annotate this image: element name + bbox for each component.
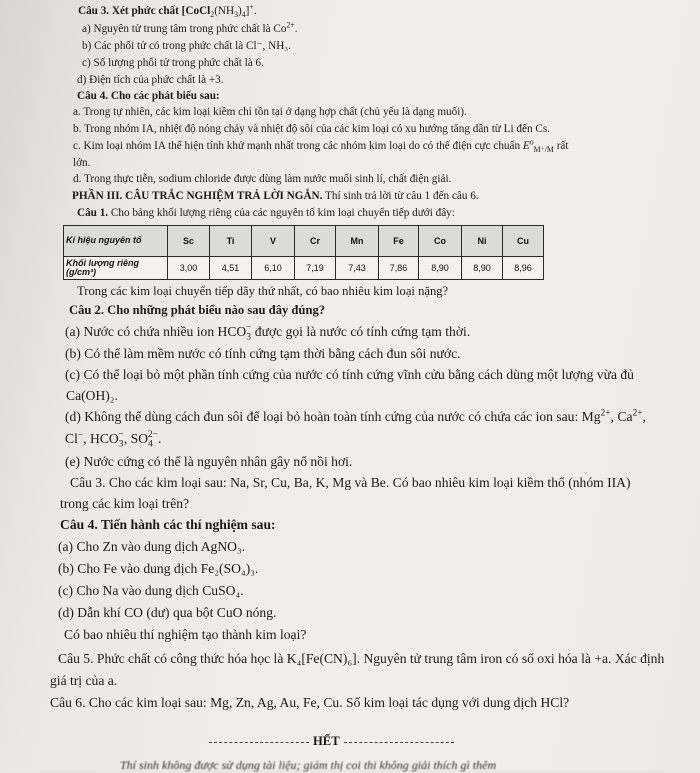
cau4-title: Câu 4. Cho các phát biểu sau: <box>77 90 220 102</box>
q6-text: Câu 6. Cho các kim loại sau: Mg, Zn, Ag, Au, Fe, Cu. Số kim loại tác dụng với dung dịch HCl? <box>50 695 570 710</box>
sulfate-sub: 4 <box>148 439 153 450</box>
q2-item-b: (b) Có thể làm mềm nước có tính cứng tạm thời bằng cách đun sôi nước. <box>65 346 461 361</box>
bicarbonate-ion: HCO <box>217 324 247 339</box>
q2-item-a-pre: (a) Nước có chứa nhiều ion <box>65 324 215 339</box>
cau3-title-text: Câu 3. Xét phức chất [CoCl <box>78 5 211 17</box>
density-cell: 3,00 <box>168 257 210 280</box>
density-cell: 7,86 <box>379 257 419 280</box>
symbol-cell: Fe <box>379 226 419 257</box>
density-cell: 4,51 <box>210 257 252 280</box>
symbol-cell: Cr <box>295 226 336 257</box>
electrode-potential-sup: o <box>529 137 534 147</box>
density-cell: 8,90 <box>419 257 462 280</box>
part3-heading-text: PHẦN III. CÂU TRẮC NGHIỆM TRẢ LỜI NGẮN. <box>72 190 323 202</box>
bicarbonate-sub-2: 3 <box>118 439 124 450</box>
symbol-cell: Mn <box>336 226 379 257</box>
q2-item-d <box>65 410 646 425</box>
footer-note: Thí sinh không được sử dụng tài liệu; giám thị coi thi không giải thích gì thêm <box>120 758 497 772</box>
symbol-cell: Co <box>419 226 462 257</box>
end-rule-left <box>209 742 309 743</box>
symbol-cell: Sc <box>168 226 210 257</box>
q3-line1 <box>70 476 631 491</box>
symbol-cell: Cu <box>503 226 544 257</box>
cau4-item-c-text: c. Kim loại nhóm IA thể hiện tính khử mạnh nhất trong các nhóm kim loại do có thế điện cực chuẩn <box>73 140 521 152</box>
cau3-item-b: b) Các phối tử có trong phức chất là Cl⁻, NH₃. <box>82 40 291 52</box>
cau4-item-b: b. Trong nhóm IA, nhiệt độ nóng chảy và nhiệt độ sôi của các kim loại có xu hướng tăng dần từ Li đến Cs. <box>73 123 550 135</box>
cau3-title-mid: (NH <box>214 5 235 17</box>
cau4-item-c-cont: lớn. <box>73 157 91 169</box>
q1-question: Trong các kim loại chuyển tiếp dãy thứ nhất, có bao nhiêu kim loại nặng? <box>77 284 449 298</box>
end-rule-right <box>344 742 454 743</box>
q1-text: Câu 1. Cho bảng khối lượng riêng của các nguyên tố kim loại chuyển tiếp dưới đây: <box>77 207 455 219</box>
density-cell: 7,19 <box>295 257 336 280</box>
cau4-item-d: d. Trong thực tiễn, sodium chloride được dùng làm nước muối sinh lí, chất điện giải. <box>73 173 452 185</box>
chloride-ion: Cl <box>65 431 78 446</box>
cau3-item-a: a) Nguyên tử trung tâm trong phức chất là $Co^{2+}$. <box>82 20 298 35</box>
q1-text-body: Cho bảng khối lượng riêng của các nguyên tố kim loại chuyển tiếp dưới đây: <box>110 207 455 219</box>
part3-note: Thí sinh trả lời từ câu 1 đến câu 6. <box>325 190 479 202</box>
sulfate-ion: , SO <box>123 431 149 446</box>
part3-heading <box>72 190 479 202</box>
end-label: HẾT <box>313 734 340 748</box>
cau3-item-a-text: a) Nguyên tử trung tâm trong phức chất là Co <box>82 23 287 35</box>
q5-line1: Câu 5. Phức chất có công thức hóa học là K₄[Fe(CN)₆]. Nguyên tử trung tâm iron có số oxi hóa là +a. Xác định <box>58 651 665 666</box>
cau4-item-c <box>73 137 569 155</box>
cau4-item-c-end: rất <box>556 140 569 152</box>
cau3-item-c: c) Số lượng phối tử trong phức chất là 6. <box>82 57 264 69</box>
symbol-cell: Ti <box>210 226 252 257</box>
density-cell: 7,43 <box>336 257 379 280</box>
bicarbonate-ion-2: , HCO <box>83 431 119 446</box>
q4-item-d: (d) Dẫn khí CO (dư) qua bột CuO nóng. <box>58 605 277 620</box>
q4-title: Câu 4. Tiến hành các thí nghiệm sau: <box>60 517 276 532</box>
density-cell: 6,10 <box>252 257 295 280</box>
mg-charge: 2+ <box>600 408 611 419</box>
q3-line2: trong các kim loại trên? <box>60 496 190 511</box>
q2-item-d-mid: , Ca <box>610 409 633 424</box>
electrode-potential-symbol: E <box>522 140 530 152</box>
cau3-item-d: d) Điện tích của phức chất là +3. <box>77 74 224 86</box>
q2-item-a <box>65 323 471 343</box>
q2-item-a-post: được gọi là nước có tính cứng tạm thời. <box>254 324 471 339</box>
q4-question: Có bao nhiêu thí nghiệm tạo thành kim loại? <box>64 627 307 642</box>
q2-item-d-text: (d) Không thể dùng cách đun sôi để loại bỏ hoàn toàn tính cứng của nước có chứa các ion sau: Mg <box>65 409 601 424</box>
ca-charge: 2+ <box>632 408 643 419</box>
q4-item-b: (b) Cho Fe vào dung dịch Fe₂(SO₄)₃. <box>58 561 259 576</box>
q2-item-c: (c) Có thể loại bỏ một phần tính cứng của nước có tính cứng vĩnh cửu bằng cách dùng một lượng vừa đủ <box>65 367 634 382</box>
q2-item-c-cont: Ca(OH)₂. <box>66 388 118 403</box>
sulfate-sup: 2− <box>147 430 158 441</box>
symbol-cell: V <box>252 226 295 257</box>
table-row2-label: Khối lượng riêng (g/cm³) <box>64 257 168 280</box>
cau3-title-end: ] <box>245 5 250 17</box>
q2-item-d-end: , <box>642 409 647 424</box>
cau4-item-a: a. Trong tự nhiên, các kim loại kiềm chỉ tồn tại ở dạng hợp chất (chủ yếu là dạng muối). <box>73 106 467 118</box>
bicarbonate-sup-2: − <box>118 430 124 441</box>
q2-title: Câu 2. Cho những phát biểu nào sau đây đúng? <box>69 303 326 317</box>
bicarbonate-sub: 3 <box>246 332 251 343</box>
symbol-cell: Ni <box>462 226 503 257</box>
q3-line1-text: Câu 3. Cho các kim loại sau: Na, Sr, Cu, Ba, K, Mg và Be. Có bao nhiêu kim loại kiềm thổ (nhóm IIA) <box>70 475 631 490</box>
q2-item-d-cont-end: . <box>157 431 162 446</box>
end-marker <box>205 735 458 749</box>
bicarbonate-sup: − <box>246 323 252 334</box>
q5-line2: giá trị của a. <box>50 673 118 688</box>
q4-item-a: (a) Cho Zn vào dung dịch AgNO₃. <box>58 539 246 554</box>
table-row <box>64 257 544 280</box>
chloride-sup: − <box>77 430 84 441</box>
q4-item-c: (c) Cho Na vào dung dịch CuSO₄. <box>58 583 244 598</box>
electrode-potential-sub: M⁺/M <box>533 145 554 155</box>
q2-item-e: (e) Nước cứng có thể là nguyên nhân gây nổ nồi hơi. <box>65 454 353 469</box>
table-row1-label: Kí hiệu nguyên tố <box>64 226 168 257</box>
table-row <box>64 226 544 257</box>
density-cell: 8,90 <box>462 257 503 280</box>
density-table <box>63 225 544 280</box>
co-charge: 2+ <box>286 20 295 30</box>
q2-item-d-cont <box>65 430 162 450</box>
density-cell: 8,96 <box>503 257 544 280</box>
cau3-title: Câu 3. Xét phức chất $[CoCl_2(NH_3)_4]^+$. <box>78 2 257 20</box>
